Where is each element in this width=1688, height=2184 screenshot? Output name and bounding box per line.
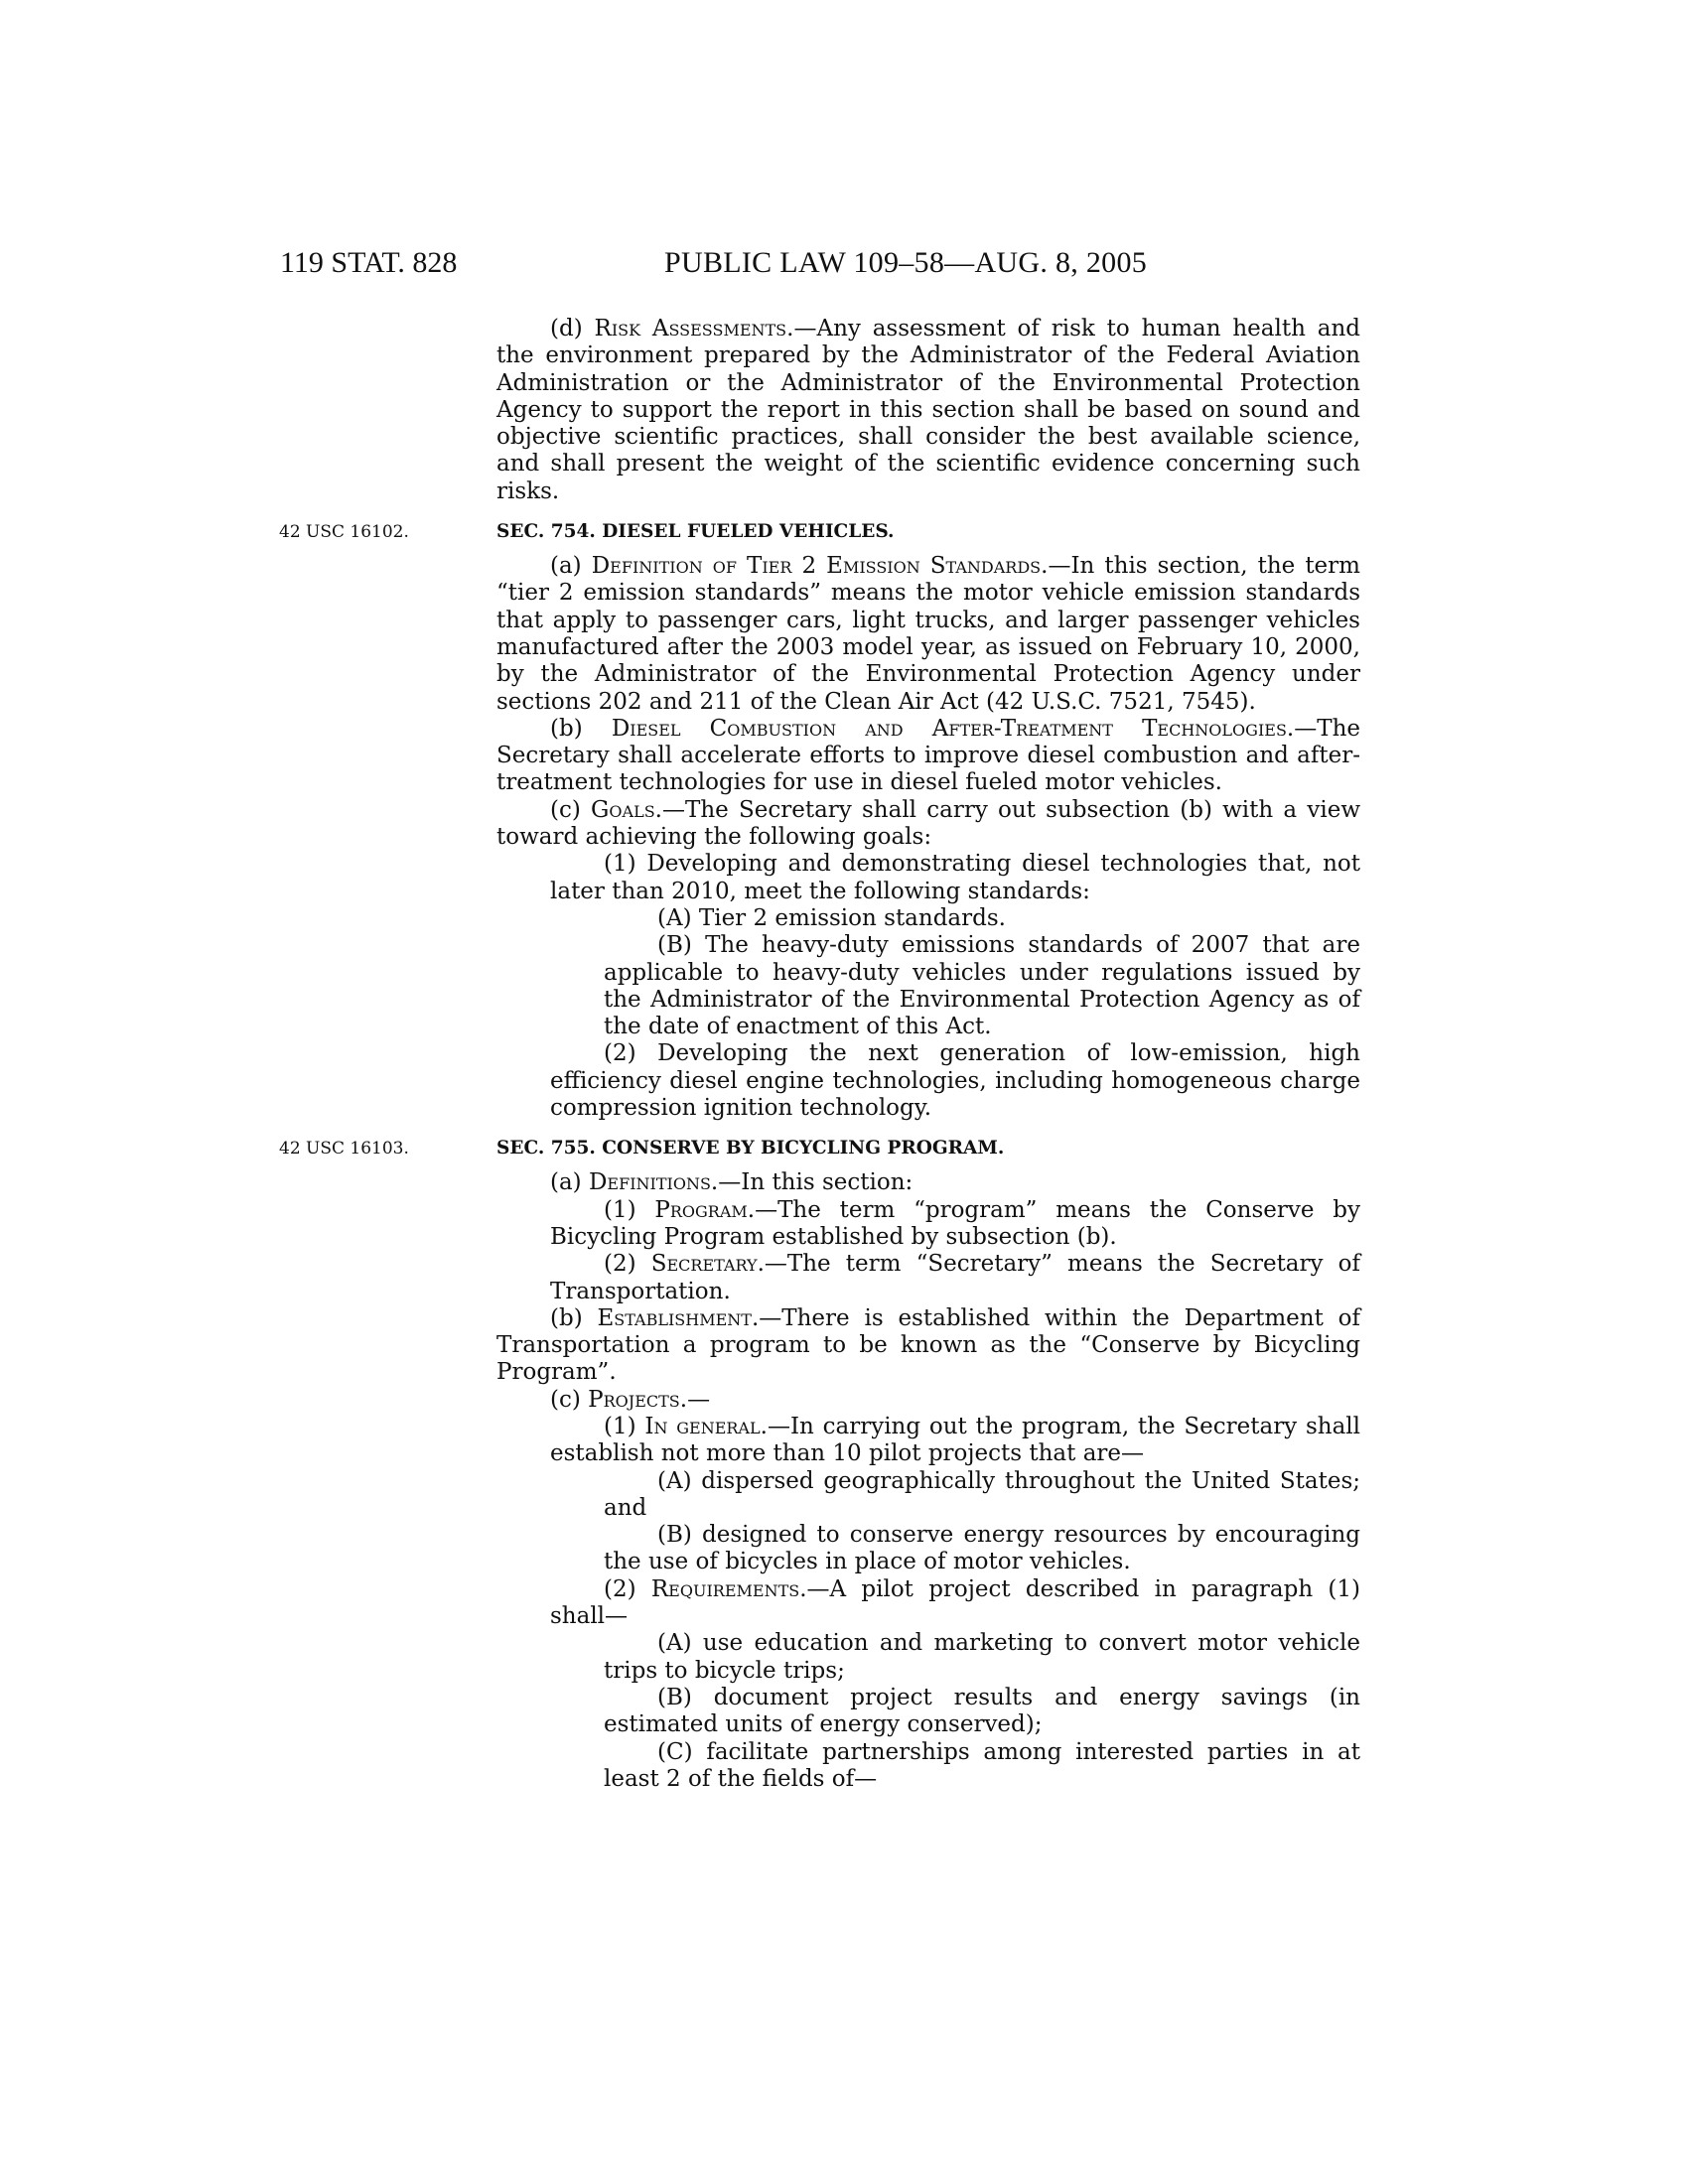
page-header: [0, 246, 1688, 286]
statute-page-reference: 119 STAT. 828: [280, 246, 458, 279]
sec755-c-2-subparagraph-c: (C) facilitate partnerships among interested parties in at least 2 of the fields of—: [604, 1738, 1360, 1792]
margin-citation-16103: 42 USC 16103.: [279, 1139, 409, 1160]
sec755-subsection-c: (c) Projects.—: [550, 1386, 711, 1413]
sec755-c-2-subparagraph-b: (B) document project results and energy savings (in estimated units of energy conserved);: [604, 1684, 1360, 1738]
sec755-subsection-a: (a) Definitions.—In this section:: [550, 1169, 914, 1196]
sec755-c-2-subparagraph-a: (A) use education and marketing to convert motor vehicle trips to bicycle trips;: [604, 1630, 1360, 1684]
statute-text-column: [279, 316, 1361, 1793]
sec755-c-paragraph-1: (1) In general.—In carrying out the program, the Secretary shall establish not more than 10 pilot projects that are—: [550, 1413, 1361, 1467]
section-755-heading: 42 USC 16103. SEC. 755. CONSERVE BY BICYCLING PROGRAM.: [279, 1138, 1005, 1160]
sec754-c-1-subparagraph-a: (A) Tier 2 emission standards.: [657, 904, 1006, 931]
margin-citation-16102: 42 USC 16102.: [279, 522, 409, 543]
sec754-subsection-c: (c) Goals.—The Secretary shall carry out subsection (b) with a view toward achieving the following goals:: [496, 796, 1361, 851]
running-head-law-title: PUBLIC LAW 109–58—AUG. 8, 2005: [664, 246, 1148, 279]
sec755-c-1-subparagraph-a: (A) dispersed geographically throughout the United States; and: [604, 1467, 1360, 1521]
sec754-subsection-b: (b) Diesel Combustion and After-Treatment Technologies.—The Secretary shall accelerate efforts to improve diesel combustion and after-treatment technologies for use in diesel fueled motor vehicles.: [496, 715, 1360, 796]
sec754-c-paragraph-1: (1) Developing and demonstrating diesel technologies that, not later than 2010, meet the following standards:: [550, 851, 1360, 904]
subsection-d-risk-assessments: (d) Risk Assessments.—Any assessment of risk to human health and the environment prepared by the Administrator of the Federal Aviation Administration or the Administrator of the Environmental Protection Agency to support the report in this section shall be based on sound and objective scientific practices, shall consider the best available science, and shall present the weight of the scientific evidence concerning such risks.: [496, 316, 1360, 504]
sec755-c-1-subparagraph-b: (B) designed to conserve energy resources by encouraging the use of bicycles in place of motor vehicles.: [604, 1522, 1360, 1575]
sec755-a-paragraph-1: (1) Program.—The term “program” means the Conserve by Bicycling Program established by subsection (b).: [550, 1196, 1360, 1250]
sec754-c-1-subparagraph-b: (B) The heavy-duty emissions standards of 2007 that are applicable to heavy-duty vehicles under regulations issued by the Administrator of the Environmental Protection Agency as of the date of enactment of this Act.: [604, 932, 1360, 1040]
sec755-c-paragraph-2: (2) Requirements.—A pilot project described in paragraph (1) shall—: [550, 1575, 1361, 1630]
section-754-heading: 42 USC 16102. SEC. 754. DIESEL FUELED VEHICLES.: [279, 521, 895, 543]
sec755-a-paragraph-2: (2) Secretary.—The term “Secretary” means the Secretary of Transportation.: [550, 1251, 1361, 1304]
sec755-subsection-b: (b) Establishment.—There is established within the Department of Transportation a program to be known as the “Conserve by Bicycling Program”.: [496, 1304, 1360, 1386]
sec754-c-paragraph-2: (2) Developing the next generation of low-emission, high efficiency diesel engine technologies, including homogeneous charge compression ignition technology.: [550, 1040, 1360, 1122]
sec754-subsection-a: (a) Definition of Tier 2 Emission Standards.—In this section, the term “tier 2 emission standards” means the motor vehicle emission standards that apply to passenger cars, light trucks, and larger passenger vehicles manufactured after the 2003 model year, as issued on February 10, 2000, by the Administrator of the Environmental Protection Agency under sections 202 and 211 of the Clean Air Act (42 U.S.C. 7521, 7545).: [496, 553, 1360, 715]
